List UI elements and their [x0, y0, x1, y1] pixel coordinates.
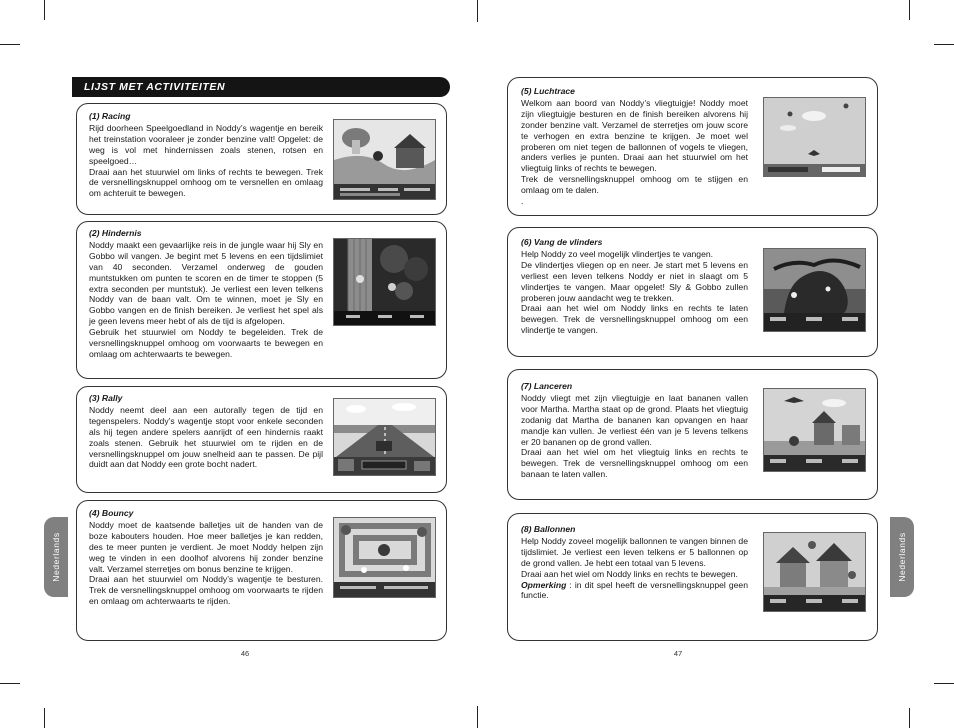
activity-controls: Draai aan het wiel om Noddy links en rechts te laten bewegen. Trek de versnellingsknuppel omhoog om een vlindertje te vangen. [521, 303, 748, 336]
bouncy-screenshot [333, 517, 436, 598]
vlinders-screenshot [763, 248, 866, 332]
luchtrace-screenshot [763, 97, 866, 177]
activity-extra: . [521, 196, 524, 207]
activity-bouncy-text [89, 508, 323, 607]
lanceren-screenshot [763, 388, 866, 472]
activity-title: (6) Vang de vlinders [521, 237, 603, 247]
activity-description: Noddy moet de kaatsende balletjes uit de handen van de boze kabouters houden. Hoe meer balletjes je kan redden, des te meer punten je verdient. Je moet Noddy helpen zijn weg te vinden in een doolhof alvorens hij zonder benzine valt. Verzamel sterretjes om bonus benzine te krijgen. [89, 519, 323, 574]
activity-hindernis-text [89, 228, 323, 360]
activity-controls: Draai aan het wiel om Noddy links en rechts te bewegen. [521, 568, 738, 579]
language-tab-label: Nederlands [897, 532, 907, 582]
ballonnen-screenshot [763, 532, 866, 612]
activity-ballonnen-text [521, 524, 748, 601]
page-number: 47 [673, 649, 683, 658]
activity-title: (8) Ballonnen [521, 524, 576, 534]
activity-title: (5) Luchtrace [521, 86, 575, 96]
activity-title: (2) Hindernis [89, 228, 142, 238]
activity-note [521, 580, 748, 602]
note-text: : in dit spel heeft de versnellingsknuppel geen functie. [521, 579, 748, 601]
section-header: LIJST MET ACTIVITEITEN [72, 77, 450, 97]
activity-controls: Trek de versnellingsknuppel omhoog om te stijgen en omlaag om te dalen. [521, 174, 748, 196]
activity-description: Noddy neemt deel aan een autorally tegen de tijd en tegenspelers. Noddy’s wagentje stopt voor enkele seconden als hij tegen andere spelers aanrijdt of een hindernis raakt zoals stenen. Gebruik het stuurwiel om te rijden en de versnellingsknuppel om jouw snelheid aan te passen. De pijl duidt aan dat Noddy een grote bocht nadert. [89, 404, 323, 470]
language-tab [890, 517, 914, 597]
note-label: Opmerking [521, 579, 567, 590]
activity-title: (3) Rally [89, 393, 123, 403]
activity-description: Noddy vliegt met zijn vliegtuigje en laat bananen vallen voor Martha. Martha staat op de grond. Plaats het vliegtuig zodanig dat Martha de bananen kan opvangen en haar mandje kan vullen. Je verliest één van je 5 levens telkens er 20 bananen op de grond vallen. [521, 392, 748, 447]
activity-rally-text [89, 393, 323, 470]
activity-controls: Draai aan het wiel om het vliegtuig links en rechts te bewegen. Trek de versnellingsknuppel omhoog om een banaan te laten vallen. [521, 447, 748, 480]
activity-vlinders-text [521, 237, 748, 336]
right-page [477, 0, 954, 728]
activity-title: (7) Lanceren [521, 381, 573, 391]
activity-luchtrace-text [521, 86, 748, 207]
activity-controls: Gebruik het stuurwiel om Noddy te begeleiden. Trek de versnellingsknuppel omhoog om voorwaarts te bewegen en omlaag om achterwaarts te bewegen. [89, 327, 323, 359]
activity-description: Help Noddy zo veel mogelijk vlindertjes te vangen. [521, 248, 714, 259]
activity-description: Noddy maakt een gevaarlijke reis in de jungle waar hij Sly en Gobbo wil vangen. Je begint met 5 levens en een tijdslimiet van 40 seconden. Verzamel onderweg de gouden muntstukken om punten te scoren en de timer te stoppen (5 extra seconden per muntstuk). Je verliest een leven telkens Noddy van de baan valt. Om te winnen, moet je Sly en Gobbo vangen en de finish bereiken. Je verliest het spel als je geen levens meer hebt of als de tijd is afgelopen. [89, 239, 323, 327]
racing-screenshot [333, 119, 436, 200]
language-tab [44, 517, 68, 597]
activity-controls: Draai aan het stuurwiel om links of rechts te bewegen. Trek de versnellingsknuppel omhoog om te versnellen en omlaag om achteruit te bewegen. [89, 166, 323, 199]
activity-lanceren-text [521, 381, 748, 480]
activity-title: (1) Racing [89, 111, 131, 121]
activity-description: Welkom aan boord van Noddy’s vliegtuigje! Noddy moet zijn vliegtuigje besturen en de finish bereiken alvorens hij zonder benzine valt. Verzamel de sterretjes om jouw score te verhogen en extra benzine te krijgen. Je moet wel proberen om niet tegen de ballonnen of vogels te vliegen, anders verlies je punten. Draai aan het stuurwiel om het vliegtuig links of rechts te bewegen. [521, 97, 748, 174]
rally-screenshot [333, 398, 436, 476]
activity-controls: Draai aan het stuurwiel om Noddy’s wagentje te besturen. Trek de versnellingsknuppel omhoog om voorwaarts te rijden en omlaag om achterwaarts te rijden. [89, 574, 323, 607]
activity-description: Rijd doorheen Speelgoedland in Noddy’s wagentje en bereik het treinstation vooraleer je zonder benzine valt! Opgelet: de weg is vol met hindernissen zoals stenen, rotsen en speelgoed… [89, 122, 323, 166]
activity-racing-text [89, 111, 323, 199]
language-tab-label: Nederlands [51, 532, 61, 582]
activity-rules: De vlindertjes vliegen op en neer. Je start met 5 levens en verliest een leven telkens Noddy er niet in slaagt om 5 vlindertjes te vangen. Maar opgelet! Sly & Gobbo zullen proberen jouw aandacht weg te trekken. [521, 259, 748, 303]
page-number: 46 [240, 649, 250, 658]
hindernis-screenshot [333, 238, 436, 326]
activity-description: Help Noddy zoveel mogelijk ballonnen te vangen binnen de tijdslimiet. Je verliest een leven telkens er 5 ballonnen op de grond vallen. Je hebt een totaal van 5 levens. [521, 535, 748, 568]
activity-title: (4) Bouncy [89, 508, 134, 518]
